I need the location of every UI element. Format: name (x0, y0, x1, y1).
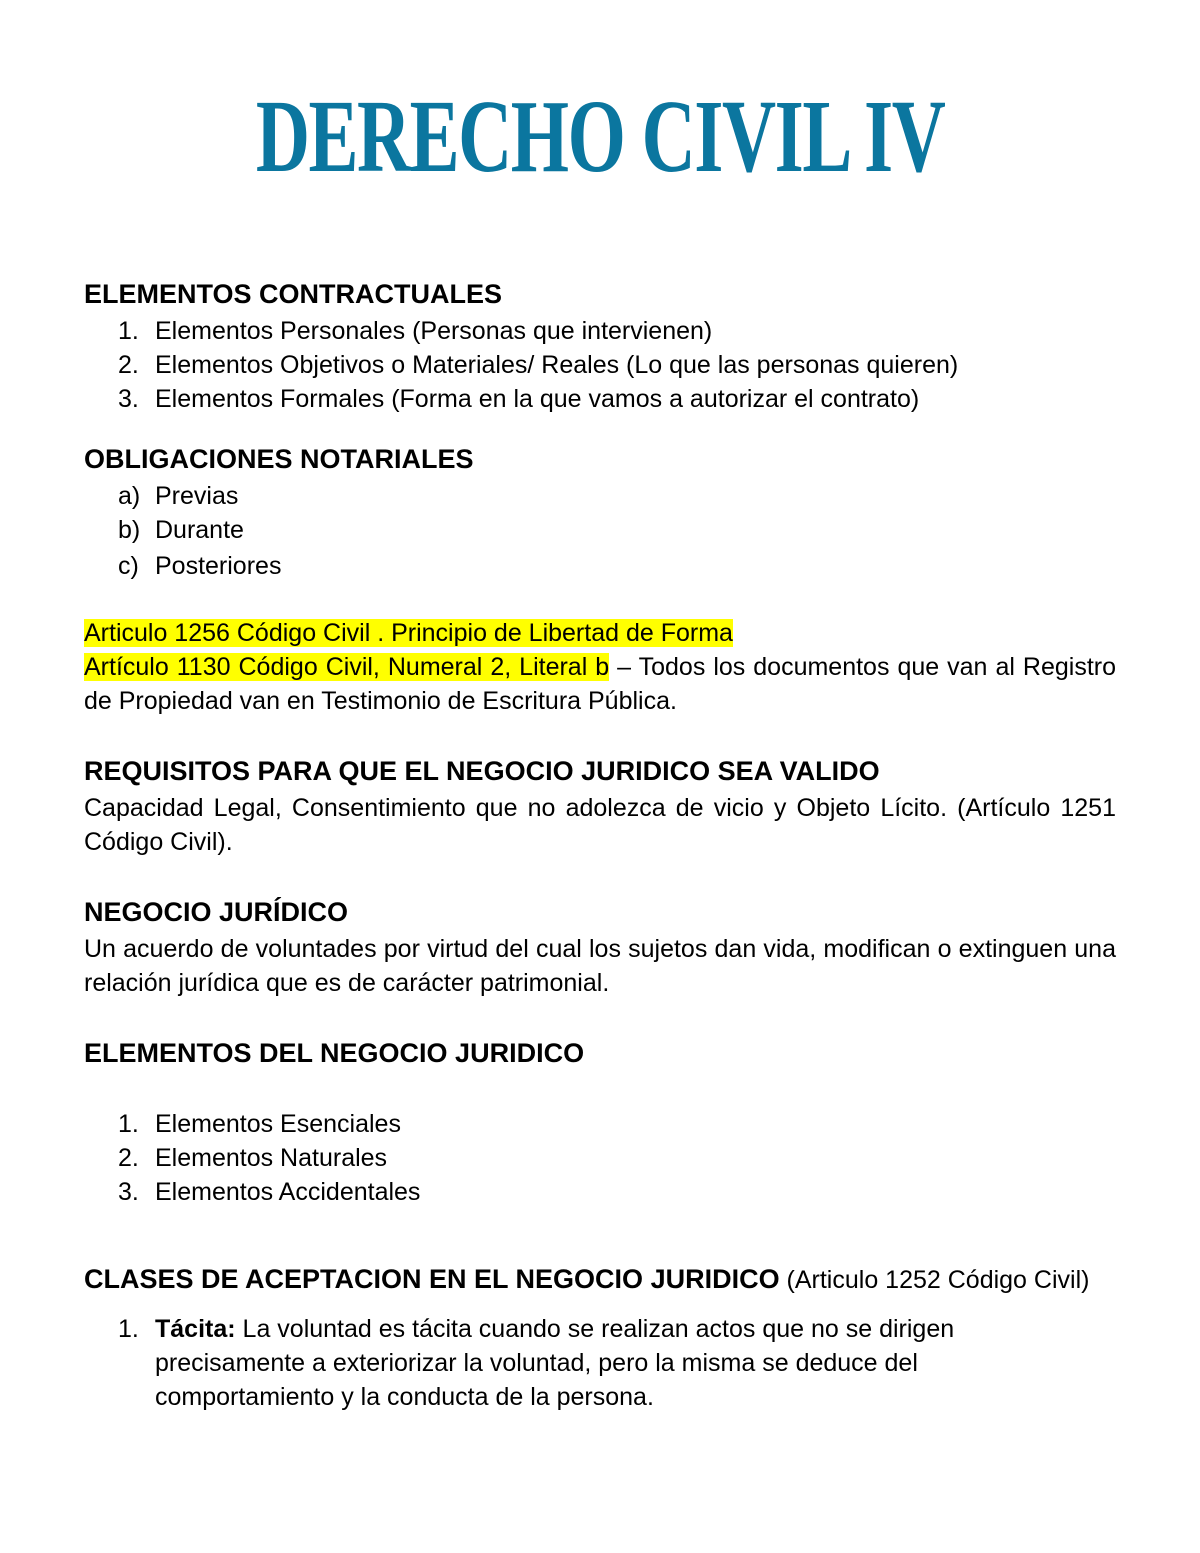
section-negocio-juridico (84, 895, 1116, 1000)
highlighted-text: Artículo 1130 Código Civil, Numeral 2, Literal b (84, 653, 610, 681)
list-item: 1. Tácita: La voluntad es tácita cuando se realizan actos que no se dirigen precisamente a exteriorizar la voluntad, pero la misma se deduce del comportamiento y la conducta de la persona. (118, 1315, 955, 1411)
section-heading: ELEMENTOS DEL NEGOCIO JURIDICO (84, 1038, 585, 1068)
document-title: DERECHO CIVIL IV (255, 79, 945, 194)
section-articulos: Articulo 1256 Código Civil . Principio de Libertad de Forma Artículo 1130 Código Civil, Numeral 2, Literal b – Todos los documentos que van al Registro de Propiedad van en Testimonio de Escritura Pública. (84, 619, 1116, 715)
list-item: 3. Elementos Formales (Forma en la que vamos a autorizar el contrato) (118, 385, 920, 413)
list-item: 2. Elementos Objetivos o Materiales/ Reales (Lo que las personas quieren) (118, 351, 959, 379)
section-heading: ELEMENTOS CONTRACTUALES (84, 279, 503, 309)
section-elementos-negocio (84, 1036, 1116, 1209)
list-item: 1. Elementos Esenciales (118, 1110, 401, 1138)
list-item: 3. Elementos Accidentales (118, 1178, 421, 1206)
section-elementos-contractuales (84, 277, 1116, 416)
paragraph: Un acuerdo de voluntades por virtud del cual los sujetos dan vida, modifican o extinguen una relación jurídica que es de carácter patrimonial. (84, 935, 1116, 997)
section-heading: OBLIGACIONES NOTARIALES (84, 444, 474, 474)
paragraph: Capacidad Legal, Consentimiento que no adolezca de vicio y Objeto Lícito. (Artículo 1251 Código Civil). (84, 794, 1116, 856)
section-obligaciones-notariales (84, 442, 1116, 583)
list-item: 1. Elementos Personales (Personas que intervienen) (118, 317, 713, 345)
list-item: a) Previas (118, 482, 239, 510)
section-clases-aceptacion (84, 1261, 1116, 1414)
section-heading: NEGOCIO JURÍDICO (84, 897, 349, 927)
list-item: b) Durante (118, 516, 244, 544)
section-heading: CLASES DE ACEPTACION EN EL NEGOCIO JURIDICO (Articulo 1252 Código Civil) (84, 1264, 1090, 1294)
highlighted-text: Articulo 1256 Código Civil . Principio de Libertad de Forma (84, 619, 733, 647)
section-heading: REQUISITOS PARA QUE EL NEGOCIO JURIDICO SEA VALIDO (84, 756, 880, 786)
list-item: c) Posteriores (118, 552, 282, 580)
section-requisitos (84, 754, 1116, 859)
list-item: 2. Elementos Naturales (118, 1144, 388, 1172)
